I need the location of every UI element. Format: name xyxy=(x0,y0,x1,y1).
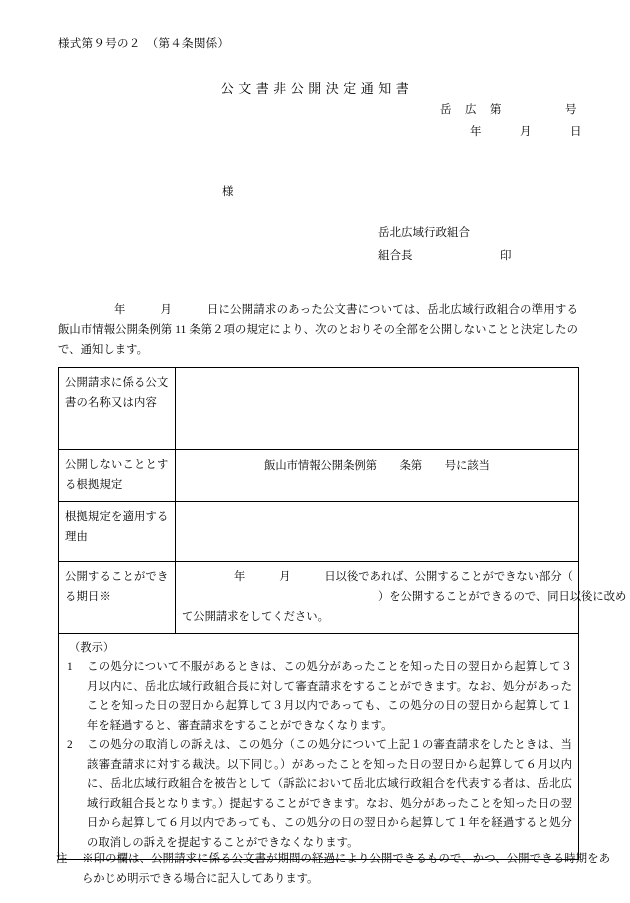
page-title: 公文書非公開決定通知書 xyxy=(220,81,414,96)
row-value-reason[interactable] xyxy=(176,502,579,562)
body-paragraph: 年 月 日に公開請求のあった公文書については、岳北広域行政組合の準用する飯山市情報公開条例第 11 条第２項の規定により、次のとおりその全部を公開しないことと決定したので、通知します。 xyxy=(58,304,578,356)
footnote-text: ※印の欄は、公開請求に係る公文書が期間の経過により公開できるもので、かつ、公開できる時期をあらかじめ明示できる場合に記入してあります。 xyxy=(82,853,610,885)
notice-box xyxy=(59,634,579,860)
notice-row xyxy=(59,634,579,860)
seal-mark: 印 xyxy=(500,250,512,262)
row-label-document-name: 公開請求に係る公文書の名称又は内容 xyxy=(59,368,176,450)
notice-heading: （教示） xyxy=(69,642,115,654)
legal-basis-text: 飯山市情報公開条例第 条第 号に該当 xyxy=(264,460,490,472)
notice-item-1-number: 1 xyxy=(67,661,73,673)
notice-item-1 xyxy=(65,658,572,736)
row-value-document-name[interactable] xyxy=(176,368,579,450)
disclosure-date-line-3: て公開請求をしてください。 xyxy=(182,611,329,623)
issuer-organization: 岳北広域行政組合 xyxy=(378,227,470,239)
notice-item-2-text: この処分の取消しの訴えは、この処分（この処分について上記１の審査請求をしたときは、当該審査請求に対する裁決。以下同じ。）があったことを知った日の翌日から起算して６月以内に、岳北広域行政組合を被告として（訴訟において岳北広域行政組合を代表する者は、岳北広域行政組合長となります。）提起することができます。なお、処分があったことを知った日の翌日から起算して６月以内であっても、この処分の日の翌日から起算して１年を経過すると処分の取消しの訴えを提起することができなくなります。 xyxy=(87,739,572,849)
decision-form-table xyxy=(58,367,627,860)
table-row xyxy=(59,450,579,502)
disclosure-date-line-2: ）を公開することができるので、同日以後に改め xyxy=(378,591,627,603)
document-number: 岳 広 第 号 xyxy=(440,104,578,116)
issuer-title: 組合長 xyxy=(378,250,413,262)
disclosure-date-line-1: 年 月 日以後であれば、公開することができない部分（ xyxy=(234,571,573,583)
row-value-legal-basis[interactable] xyxy=(176,450,579,502)
row-value-disclosure-date[interactable] xyxy=(176,562,627,634)
row-label-reason: 根拠規定を適用する理由 xyxy=(59,502,176,562)
footnote-marker: 注 xyxy=(56,853,68,865)
table-row xyxy=(59,502,579,562)
row-label-disclosure-date: 公開することができる期日※ xyxy=(59,562,176,634)
table-row xyxy=(59,562,579,634)
addressee-suffix: 様 xyxy=(222,186,234,198)
footnote xyxy=(56,850,610,889)
notice-item-2 xyxy=(65,736,572,853)
table-row xyxy=(59,368,579,450)
notice-item-1-text: この処分について不服があるときは、この処分があったことを知った日の翌日から起算して３月以内に、岳北広域行政組合長に対して審査請求をすることができます。なお、処分があったことを知った日の翌日から起算して３月以内であっても、この処分の日の翌日から起算して１年を経過すると、審査請求をすることができなくなります。 xyxy=(87,661,572,732)
notice-item-2-number: 2 xyxy=(67,739,73,751)
document-date: 年 月 日 xyxy=(470,126,583,138)
form-code: 様式第９号の２ （第４条関係） xyxy=(58,38,230,50)
row-label-legal-basis: 公開しないこととする根拠規定 xyxy=(59,450,176,502)
